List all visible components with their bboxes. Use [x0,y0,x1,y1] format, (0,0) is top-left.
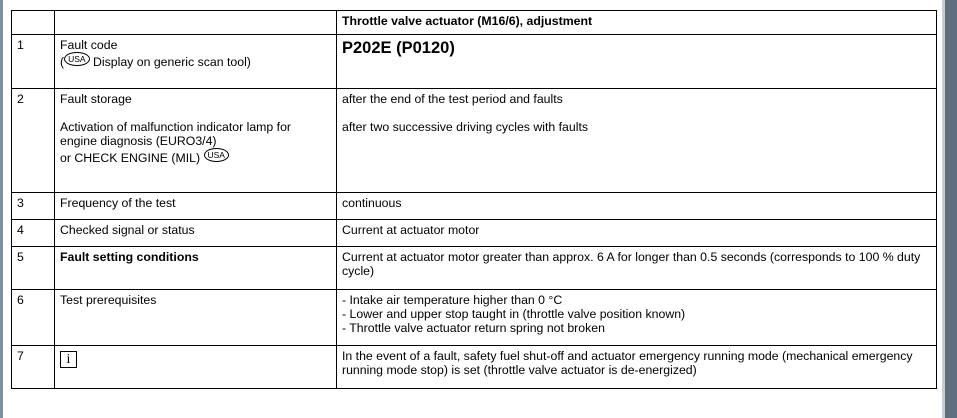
prerequisite-item: - Throttle valve actuator return spring not broken [342,321,605,335]
table-row [12,290,937,346]
row-label [55,89,337,193]
prerequisite-item: - Intake air temperature higher than 0 °C [342,293,563,307]
row-label: Checked signal or status [55,220,337,247]
row-value [337,290,937,346]
info-icon: i [60,351,77,368]
table-row [12,193,937,220]
usa-badge-icon: USA [204,148,229,162]
row-number: 2 [12,89,55,193]
table-row [12,247,937,290]
row-number: 4 [12,220,55,247]
row-value: Current at actuator motor greater than approx. 6 A for longer than 0.5 seconds (corresponds to 100 % duty cycle) [337,247,937,290]
row-label: Test prerequisites [55,290,337,346]
header-title: Throttle valve actuator (M16/6), adjustment [337,11,937,35]
prerequisite-item: - Lower and upper stop taught in (throttle valve position known) [342,307,686,321]
fault-code-table [11,10,937,389]
mil-activation-value: after two successive driving cycles with faults [342,120,589,134]
header-cell-number [12,11,55,35]
table-row [12,346,937,389]
window-frame-right [945,0,957,418]
row-label: Frequency of the test [55,193,337,220]
row-number: 3 [12,193,55,220]
header-cell-label [55,11,337,35]
mil-activation-label-line1: Activation of malfunction indicator lamp for [60,120,292,134]
table-header-row [12,11,937,35]
row-value [337,89,937,193]
row-number: 5 [12,247,55,290]
window-frame-left [0,0,3,418]
fault-code-label: Fault code [60,38,118,52]
row-number: 7 [12,346,55,389]
mil-activation-label-line3: or CHECK ENGINE (MIL) USA [60,148,331,165]
table-row [12,35,937,89]
row-number: 1 [12,35,55,89]
fault-storage-value: after the end of the test period and faults [342,92,563,106]
row-label [55,346,337,389]
usa-badge-icon: USA [64,52,89,66]
row-label: Fault setting conditions [55,247,337,290]
fault-code-value: P202E (P0120) [337,35,937,89]
table-row [12,89,937,193]
generic-scan-note: ( USA Display on generic scan tool) [60,54,251,69]
row-label [55,35,337,89]
row-value: In the event of a fault, safety fuel shut-off and actuator emergency running mode (mechanical emergency running mode stop) is set (throttle valve actuator is de-energized) [337,346,937,389]
row-number: 6 [12,290,55,346]
mil-activation-label-line2: engine diagnosis (EURO3/4) [60,134,217,148]
fault-storage-label: Fault storage [60,92,132,106]
row-value: Current at actuator motor [337,220,937,247]
table-row [12,220,937,247]
row-value: continuous [337,193,937,220]
